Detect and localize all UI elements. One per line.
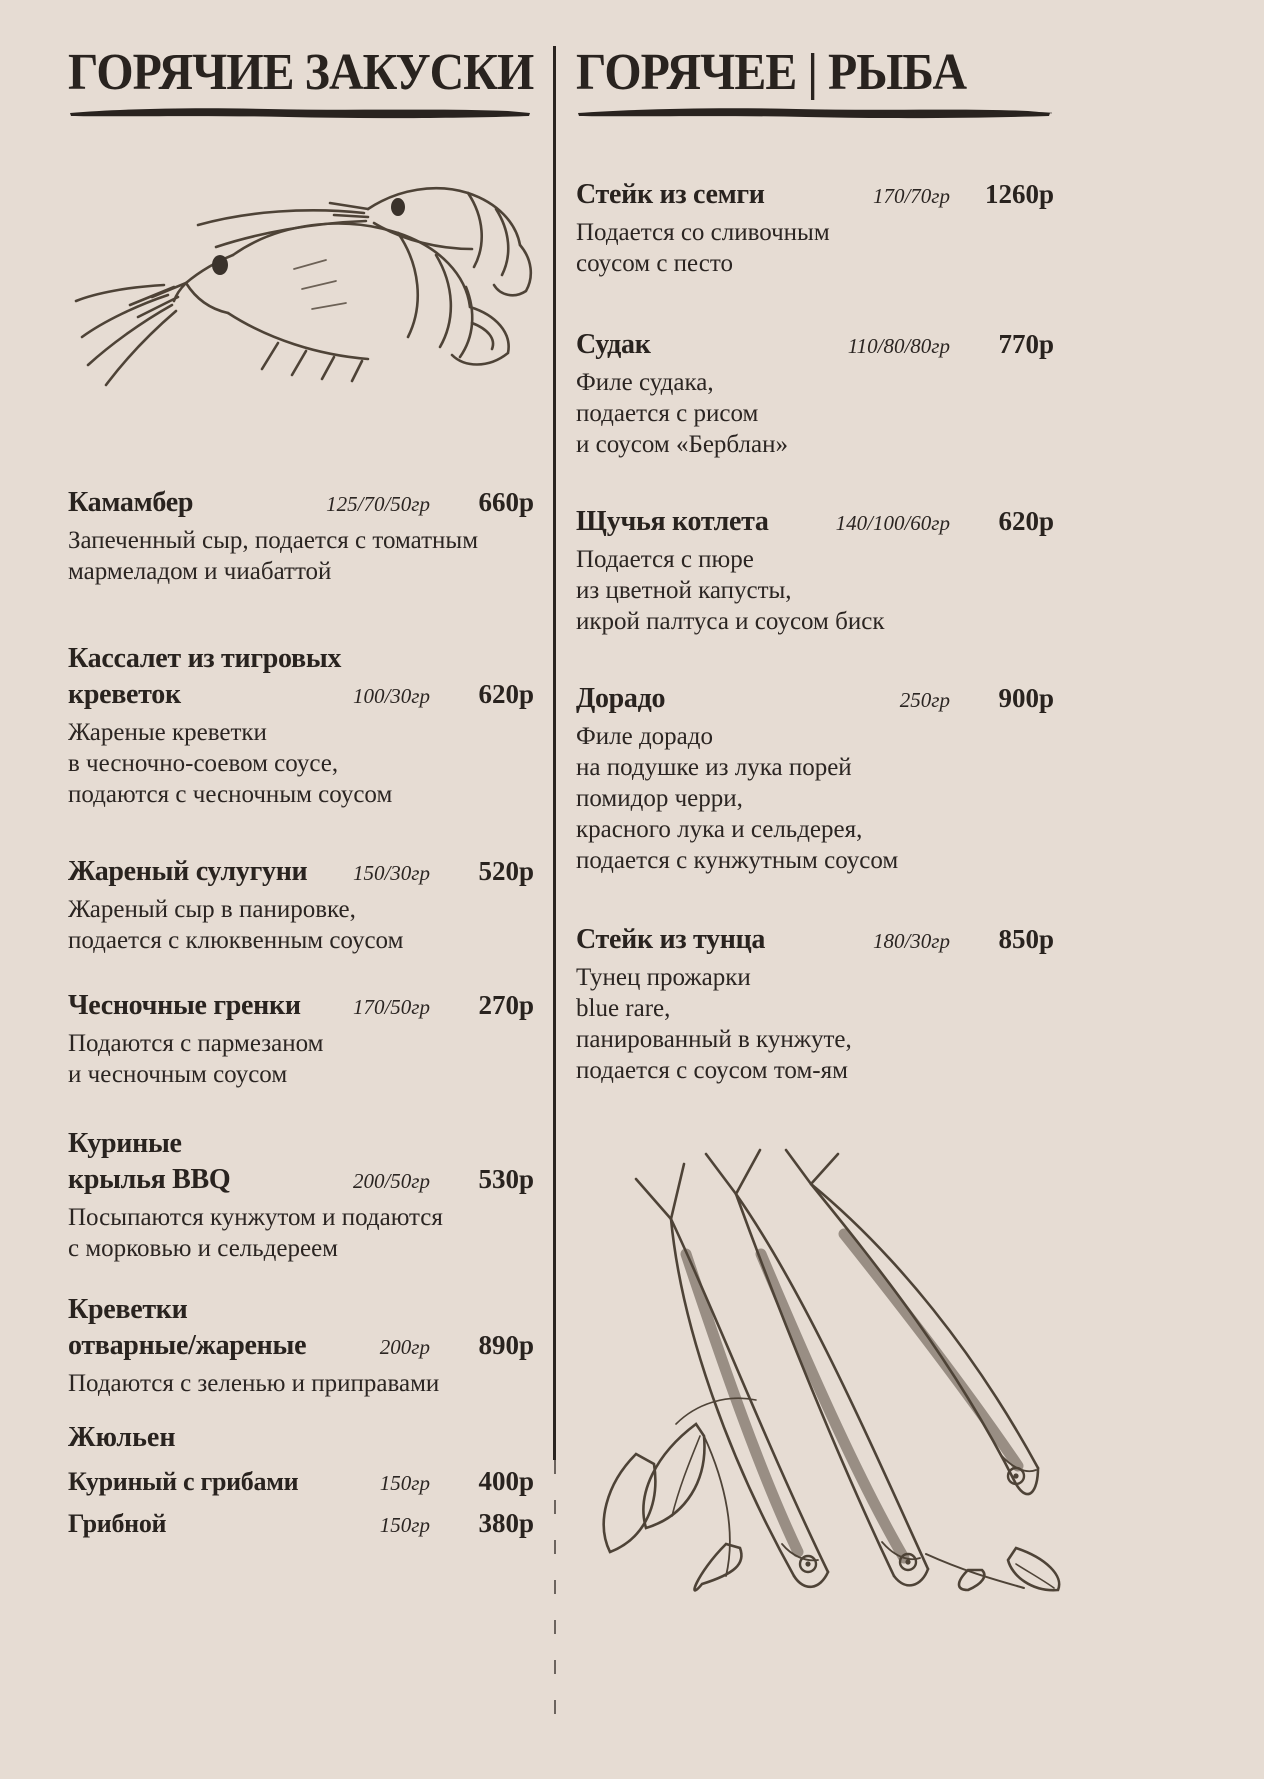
brush-underline (68, 105, 534, 121)
description-line: Запеченный сыр, подается с томатным (68, 526, 479, 554)
dish-description (576, 367, 1054, 460)
julienne-row-chicken-mushroom (68, 1465, 534, 1499)
dish-description (68, 1028, 534, 1090)
description-line: подается с кунжутным соусом (576, 846, 899, 874)
description-line: икрой палтуса и соусом биск (576, 607, 885, 635)
brush-underline (576, 105, 1054, 121)
menu-item-fried-suluguni (68, 854, 534, 956)
fish-sketch-illustration (576, 1124, 1076, 1594)
dish-description (68, 717, 534, 810)
dish-description (576, 721, 1054, 876)
dish-price: 520р (478, 855, 534, 886)
menu-item-bbq-chicken-wings (68, 1126, 534, 1264)
dish-price: 660р (478, 486, 534, 517)
column-divider-line (553, 46, 556, 1460)
description-line: Подаются с зеленью и приправами (68, 1369, 440, 1397)
dish-weight: 140/100/60гр (835, 510, 950, 535)
dish-description (68, 525, 534, 587)
dish-description (576, 962, 1054, 1086)
dish-name: Стейк из семги (576, 178, 765, 210)
dish-price: 620р (478, 678, 534, 709)
dish-name-line1: Куриные (68, 1127, 182, 1159)
description-line: подается с клюквенным соусом (68, 926, 404, 954)
dish-weight: 180/30гр (872, 928, 950, 953)
dish-price: 530р (478, 1163, 534, 1194)
dish-name: Щучья котлета (576, 505, 769, 537)
description-line: Жареные креветки (68, 718, 267, 746)
column-divider-fade (554, 1460, 556, 1728)
description-line: подаются с чесночным соусом (68, 780, 393, 808)
description-line: Подаются с пармезаном (68, 1029, 324, 1057)
dish-name: Куриный с грибами (68, 1466, 299, 1496)
dish-weight: 200/50гр (352, 1168, 430, 1193)
hot-fish-section-title: ГОРЯЧЕЕ | РЫБА (576, 44, 967, 101)
shrimp-eye (212, 255, 228, 275)
description-line: и соусом «Берблан» (576, 430, 788, 458)
dish-weight: 125/70/50гр (326, 491, 430, 516)
dish-price: 900р (998, 682, 1054, 713)
dish-price: 270р (478, 989, 534, 1020)
description-line: Подается со сливочным (576, 218, 830, 246)
dish-name: Грибной (68, 1508, 167, 1538)
menu-section-julienne (68, 1419, 534, 1541)
menu-item-pike-cutlet (576, 504, 1054, 637)
description-line: Жареный сыр в панировке, (68, 895, 356, 923)
description-line: и чесночным соусом (68, 1060, 288, 1088)
description-line: подается с рисом (576, 399, 759, 427)
dish-weight: 150/30гр (352, 860, 430, 885)
dish-description (576, 544, 1054, 637)
menu-item-dorado (576, 681, 1054, 876)
dish-name: Стейк из тунца (576, 923, 766, 955)
dish-weight: 170/50гр (352, 994, 430, 1019)
menu-item-salmon-steak (576, 177, 1054, 279)
dish-name: Чесночные гренки (68, 989, 301, 1021)
dish-price: 620р (998, 505, 1054, 536)
dish-description (576, 217, 1054, 279)
dish-price: 400р (478, 1465, 534, 1496)
description-line: из цветной капусты, (576, 576, 792, 604)
description-line: на подушке из лука порей (576, 753, 852, 781)
description-line: Тунец прожарки (576, 963, 751, 991)
appetizers-section-title: ГОРЯЧИЕ ЗАКУСКИ (68, 44, 534, 101)
dish-name: отварные/жареные (68, 1329, 307, 1361)
dish-price: 890р (478, 1329, 534, 1360)
dish-price: 1260р (984, 178, 1054, 209)
shrimp-sketch-illustration (68, 137, 534, 429)
dish-price: 380р (478, 1507, 534, 1538)
julienne-row-mushroom (68, 1507, 534, 1541)
dish-name: Жареный сулугуни (68, 855, 308, 887)
description-line: соусом с песто (576, 249, 733, 277)
menu-item-boiled-fried-shrimp (68, 1292, 534, 1399)
dish-weight: 100/30гр (352, 683, 430, 708)
dish-description (68, 1202, 534, 1264)
dish-weight: 200гр (379, 1334, 430, 1359)
dish-weight: 150гр (379, 1512, 430, 1537)
dish-description (68, 1368, 534, 1399)
dish-weight: 250гр (899, 687, 950, 712)
appetizers-column (68, 46, 534, 1541)
menu-item-pikeperch (576, 327, 1054, 460)
description-line: панированный в кунжуте, (576, 1025, 852, 1053)
shrimp-eye (391, 198, 405, 216)
description-line: мармеладом и чиабаттой (68, 557, 332, 585)
dish-weight: 150гр (379, 1470, 430, 1495)
dish-price: 770р (998, 328, 1054, 359)
dish-weight: 110/80/80гр (847, 333, 950, 358)
dish-name: крылья BBQ (68, 1163, 231, 1195)
menu-item-tuna-steak (576, 922, 1054, 1086)
menu-item-camembert (68, 485, 534, 587)
dish-price: 850р (998, 923, 1054, 954)
description-line: с морковью и сельдереем (68, 1234, 339, 1262)
julienne-title: Жюльен (68, 1421, 176, 1453)
dish-name: Дорадо (576, 682, 666, 714)
dish-name-line1: Креветки (68, 1293, 188, 1325)
description-line: blue rare, (576, 994, 671, 1022)
description-line: Посыпаются кунжутом и подаются (68, 1203, 443, 1231)
menu-item-garlic-toasts (68, 988, 534, 1090)
hot-fish-column (576, 46, 1054, 1594)
description-line: Филе судака, (576, 368, 714, 396)
dish-name-line1: Кассалет из тигровых (68, 642, 342, 674)
description-line: красного лука и сельдерея, (576, 815, 863, 843)
dish-name: Камамбер (68, 486, 194, 518)
description-line: помидор черри, (576, 784, 743, 812)
description-line: Подается с пюре (576, 545, 754, 573)
description-line: в чесночно-соевом соусе, (68, 749, 339, 777)
description-line: Филе дорадо (576, 722, 713, 750)
dish-description (68, 894, 534, 956)
dish-name: креветок (68, 678, 181, 710)
menu-item-tiger-shrimp-cassalet (68, 641, 534, 810)
description-line: подается с соусом том-ям (576, 1056, 848, 1084)
dish-name: Судак (576, 328, 651, 360)
dish-weight: 170/70гр (872, 183, 950, 208)
